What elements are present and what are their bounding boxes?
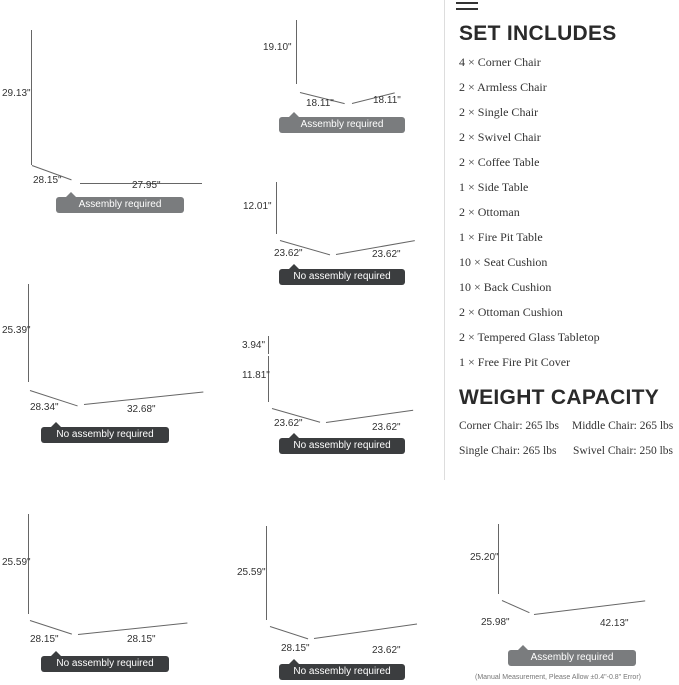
coffee-table-assembly-badge — [279, 269, 405, 285]
set-includes-item: 2 × Coffee Table — [459, 155, 540, 169]
assembly-text: No assembly required — [56, 658, 154, 669]
weight-middle-chair: Middle Chair: 265 lbs — [572, 420, 674, 432]
set-includes-item: 2 × Single Chair — [459, 105, 539, 119]
assembly-text: Assembly required — [78, 199, 162, 210]
set-includes-item: 2 × Swivel Chair — [459, 130, 541, 144]
set-includes-item: 2 × Armless Chair — [459, 80, 547, 94]
set-includes-item: 1 × Free Fire Pit Cover — [459, 355, 571, 369]
single-chair-height-label: 25.39" — [2, 325, 31, 336]
armless-chair-width-label: 23.62" — [372, 645, 401, 656]
armless-chair-height-label: 25.59" — [237, 567, 266, 578]
single-chair-assembly-badge — [41, 427, 169, 443]
swivel-chair-depth-label: 28.15" — [33, 175, 62, 186]
set-includes-item: 4 × Corner Chair — [459, 55, 541, 69]
weight-corner-chair: Corner Chair: 265 lbs — [459, 420, 559, 432]
measurement-footnote: (Manual Measurement, Please Allow ±0.4"-0.8" Error) — [475, 674, 641, 681]
fire-pit-height-label: 25.20" — [470, 552, 499, 563]
corner-chair-height-label: 25.59" — [2, 557, 31, 568]
set-includes-item: 10 × Back Cushion — [459, 280, 552, 294]
corner-chair-depth-label: 28.15" — [30, 634, 59, 645]
swivel-chair-height-label: 29.13" — [2, 88, 31, 99]
ottoman-assembly-badge — [279, 438, 405, 454]
weight-swivel-chair: Swivel Chair: 250 lbs — [573, 445, 673, 457]
side-table-assembly-badge — [279, 117, 405, 133]
fire-pit-width-label: 42.13" — [600, 618, 629, 629]
swivel-chair-assembly-badge — [56, 197, 184, 213]
side-table-width-label: 18.11" — [373, 95, 401, 106]
single-chair-width-label: 32.68" — [127, 404, 156, 415]
armless-chair-depth-label: 28.15" — [281, 643, 310, 654]
set-includes-item: 1 × Side Table — [459, 180, 529, 194]
corner-chair-assembly-badge — [41, 656, 169, 672]
set-includes-title: SET INCLUDES — [459, 22, 617, 45]
set-includes-item: 2 × Ottoman — [459, 205, 520, 219]
fire-pit-assembly-badge — [508, 650, 636, 666]
weight-single-chair: Single Chair: 265 lbs — [459, 445, 557, 457]
side-table-depth-label: 18.11" — [306, 98, 334, 109]
single-chair-depth-label: 28.34" — [30, 402, 59, 413]
divider — [444, 0, 445, 480]
assembly-text: No assembly required — [293, 271, 391, 282]
coffee-table-height-label: 12.01" — [243, 201, 272, 212]
assembly-text: No assembly required — [293, 666, 391, 677]
set-includes-item: 10 × Seat Cushion — [459, 255, 548, 269]
assembly-text: No assembly required — [293, 440, 391, 451]
set-includes-item: 2 × Ottoman Cushion — [459, 305, 563, 319]
assembly-text: Assembly required — [300, 119, 384, 130]
fire-pit-depth-label: 25.98" — [481, 617, 510, 628]
ottoman-height-label: 11.81" — [242, 370, 270, 381]
set-includes-item: 1 × Fire Pit Table — [459, 230, 543, 244]
ottoman-width-label: 23.62" — [372, 422, 401, 433]
assembly-text: Assembly required — [530, 652, 614, 663]
armless-chair-assembly-badge — [279, 664, 405, 680]
ottoman-cushion-height-label: 3.94" — [242, 340, 266, 351]
set-includes-item: 2 × Tempered Glass Tabletop — [459, 330, 600, 344]
hamburger-menu-icon[interactable] — [452, 0, 482, 16]
side-table-height-label: 19.10" — [263, 42, 292, 53]
corner-chair-width-label: 28.15" — [127, 634, 156, 645]
swivel-chair-width-label: 27.95" — [132, 180, 161, 191]
ottoman-depth-label: 23.62" — [274, 418, 303, 429]
coffee-table-depth-label: 23.62" — [274, 248, 303, 259]
assembly-text: No assembly required — [56, 429, 154, 440]
coffee-table-width-label: 23.62" — [372, 249, 401, 260]
weight-capacity-title: WEIGHT CAPACITY — [459, 386, 660, 409]
